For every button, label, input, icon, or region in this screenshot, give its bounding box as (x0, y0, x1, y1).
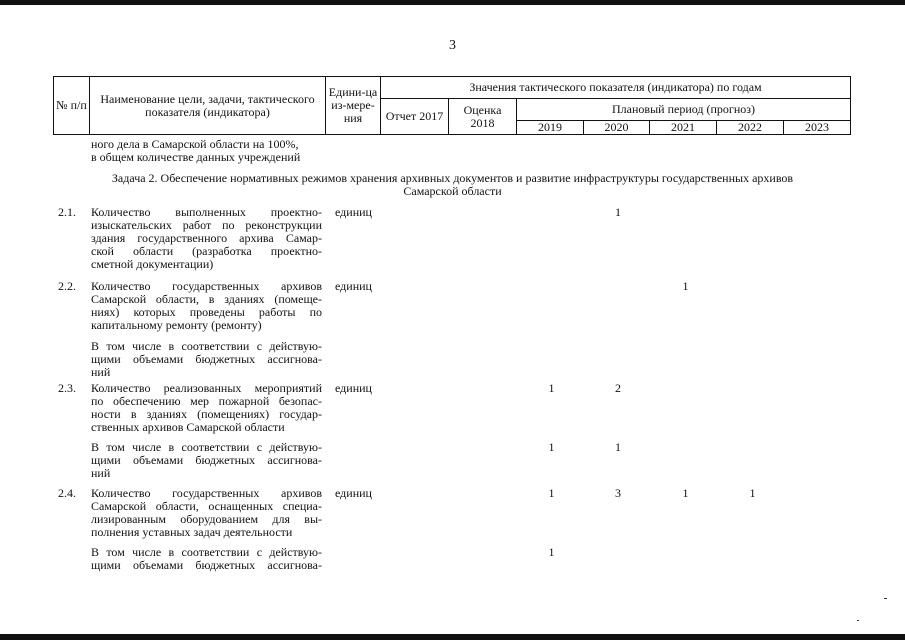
row-number: 2.4. (58, 486, 76, 500)
text-line: Количество реализованных мероприятий (91, 381, 322, 395)
text-line: ности в зданиях (помещениях) государ- (91, 407, 322, 421)
text-line: Количество государственных архивов (91, 279, 322, 293)
text-line: щими объемами бюджетных ассигнова- (91, 352, 322, 366)
value-2022: 1 (749, 486, 756, 500)
value-2019: 1 (548, 381, 555, 395)
sub-value-2019: 1 (548, 545, 555, 559)
value-2019: 1 (548, 486, 555, 500)
header-plan-title: Плановый период (прогноз) (517, 99, 851, 121)
text-line: капитальному ремонту (ремонту) (91, 318, 262, 332)
value-2020: 1 (615, 205, 621, 219)
header-year: 2019 (517, 121, 584, 135)
header-unit: Едини-ца из-мере-ния (326, 77, 381, 135)
unit-cell: единиц (335, 381, 372, 395)
text-line: по обеспечению мер пожарной безопас- (91, 394, 322, 408)
header-estimate-2018: Оценка 2018 (449, 99, 517, 135)
text-line: Самарской области, в зданиях (помеще- (91, 292, 322, 306)
header-year: 2023 (784, 121, 851, 135)
sub-value-2020: 1 (615, 440, 621, 454)
text-line: ственных архивов Самарской области (91, 420, 285, 434)
top-scan-border (0, 0, 905, 5)
row-number: 2.3. (58, 381, 76, 395)
text-line: Количество государственных архивов (91, 486, 322, 500)
sub-value-2019: 1 (548, 440, 555, 454)
text-line: Самарской области, оснащенных специа- (91, 499, 322, 513)
row-number: 2.2. (58, 279, 76, 293)
indicator-description (91, 382, 322, 434)
header-num: № п/п (54, 77, 90, 135)
indicator-description (91, 206, 322, 271)
value-2020: 2 (615, 381, 621, 395)
header-year: 2022 (717, 121, 784, 135)
text-line: здания государственного архива Самар- (91, 231, 322, 245)
task-heading (40, 172, 865, 198)
indicator-description (91, 487, 322, 539)
bottom-scan-border (0, 634, 905, 640)
indicator-description (91, 280, 322, 332)
text-line: ний (91, 365, 111, 379)
text-line: В том числе в соответствии с действую- (91, 440, 322, 454)
unit-cell: единиц (335, 205, 372, 219)
text-line: щими объемами бюджетных ассигнова- (91, 558, 322, 572)
unit-cell: единиц (335, 279, 372, 293)
text-line: В том числе в соответствии с действую- (91, 339, 322, 353)
continuation-text (91, 138, 331, 164)
header-year: 2020 (584, 121, 650, 135)
value-2021: 1 (682, 279, 689, 293)
budget-subrow-description (91, 441, 322, 480)
page-number: 3 (449, 38, 456, 53)
header-name: Наименование цели, задачи, тактического показателя (индикатора) (90, 77, 326, 135)
text-line: полнения уставных задач деятельности (91, 525, 293, 539)
value-2020: 3 (615, 486, 621, 500)
text-line: ской области (разработка проектно- (91, 244, 322, 258)
header-report-2017: Отчет 2017 (381, 99, 449, 135)
row-number: 2.1. (58, 205, 76, 219)
task-heading-line: Задача 2. Обеспечение нормативных режимов хранения архивных документов и развитие инфраструктуры государственных архивов (111, 171, 794, 185)
text-line: в общем количестве данных учреждений (91, 150, 301, 164)
text-line: Количество выполненных проектно- (91, 205, 322, 219)
text-line: щими объемами бюджетных ассигнова- (91, 453, 322, 467)
scan-speck (857, 620, 859, 621)
text-line: сметной документации) (91, 257, 214, 271)
text-line: ний (91, 466, 111, 480)
unit-cell: единиц (335, 486, 372, 500)
text-line: ниях) которых проведены работы по (91, 305, 322, 319)
header-values-title: Значения тактического показателя (индикатора) по годам (381, 77, 851, 99)
header-year: 2021 (650, 121, 717, 135)
budget-subrow-description (91, 546, 322, 572)
text-line: изыскательских работ по реконструкции (91, 218, 322, 232)
budget-subrow-description (91, 340, 322, 379)
text-line: В том числе в соответствии с действую- (91, 545, 322, 559)
text-line: лизированным оборудованием для вы- (91, 512, 322, 526)
text-line: ного дела в Самарской области на 100%, (91, 137, 299, 151)
indicator-table-header (53, 76, 851, 135)
task-heading-line: Самарской области (403, 184, 502, 198)
scan-speck (884, 598, 887, 599)
value-2021: 1 (682, 486, 689, 500)
